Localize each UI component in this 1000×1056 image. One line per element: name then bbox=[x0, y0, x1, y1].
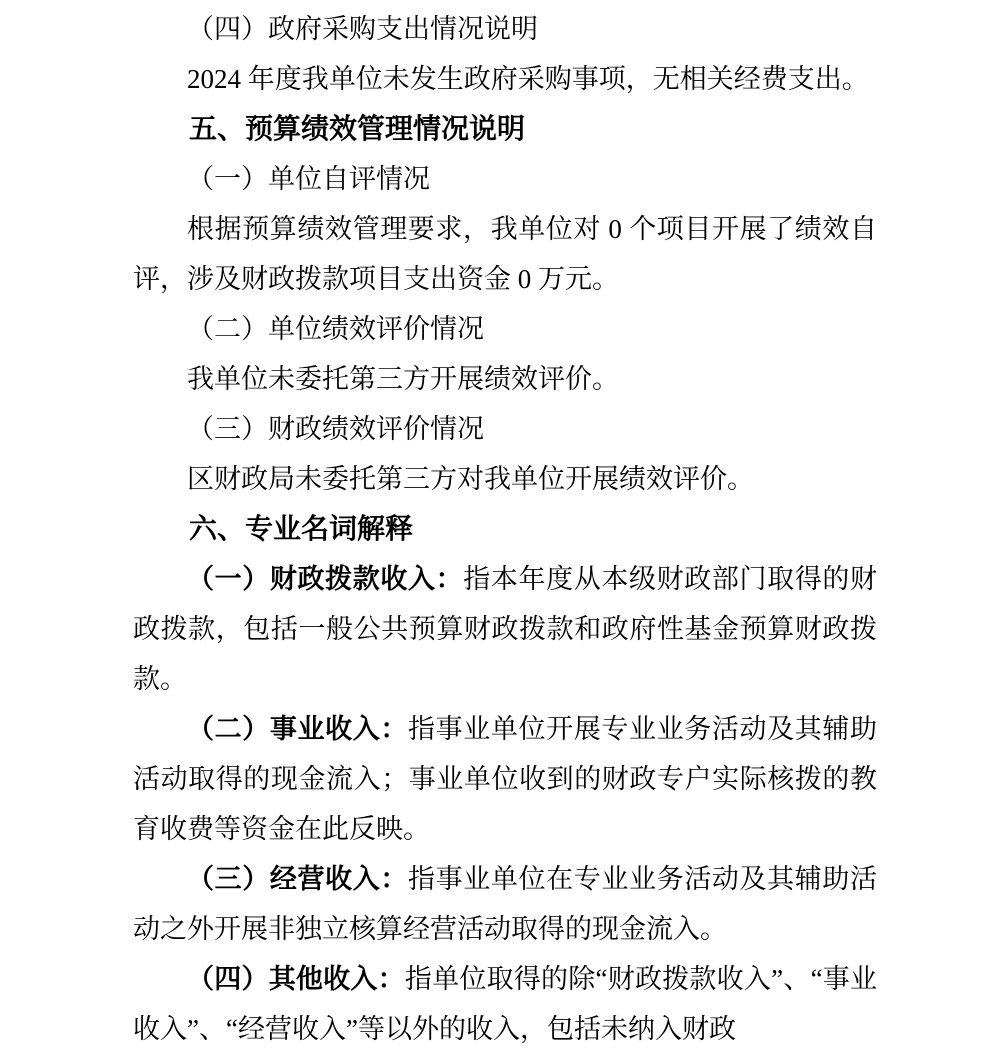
term-text-other-income: 指单位取得的除“财政拨款收入”、“事业收入”、“经营收入”等以外的收入，包括未纳入财政 bbox=[133, 964, 878, 1044]
paragraph-unit-performance-evaluation: 我单位未委托第三方开展绩效评价。 bbox=[187, 364, 619, 394]
term-text-business-income: 指事业单位在专业业务活动及其辅助活动之外开展非独立核算经营活动取得的现金流入。 bbox=[133, 864, 877, 944]
term-lead-other-income: （四）其他收入： bbox=[187, 964, 405, 994]
term-text-fiscal-appropriation-income: 指本年度从本级财政部门取得的财政拨款，包括一般公共预算财政拨款和政府性基金预算财政拨款。 bbox=[133, 564, 877, 694]
paragraph-self-evaluation: 根据预算绩效管理要求，我单位对 0 个项目开展了绩效自评，涉及财政拨款项目支出资金 0 万元。 bbox=[133, 214, 877, 294]
sub-heading-procurement-expenditure: （四）政府采购支出情况说明 bbox=[187, 14, 538, 44]
term-other-income bbox=[133, 954, 877, 1054]
sub-heading-fiscal-performance-evaluation: （三）财政绩效评价情况 bbox=[187, 414, 484, 444]
term-operational-income bbox=[133, 704, 877, 854]
term-text-operational-income: 指事业单位开展专业业务活动及其辅助活动取得的现金流入；事业单位收到的财政专户实际核拨的教育收费等资金在此反映。 bbox=[133, 714, 877, 844]
term-lead-fiscal-appropriation-income: （一）财政拨款收入： bbox=[187, 564, 464, 594]
term-business-income bbox=[133, 854, 877, 954]
term-fiscal-appropriation-income bbox=[133, 554, 877, 704]
term-lead-business-income: （三）经营收入： bbox=[187, 864, 408, 894]
paragraph-fiscal-performance-evaluation: 区财政局未委托第三方对我单位开展绩效评价。 bbox=[187, 464, 754, 494]
sub-heading-self-evaluation: （一）单位自评情况 bbox=[187, 164, 430, 194]
paragraph-procurement-statement: 2024 年度我单位未发生政府采购事项，无相关经费支出。 bbox=[187, 64, 869, 94]
sub-heading-unit-performance-evaluation: （二）单位绩效评价情况 bbox=[187, 314, 484, 344]
term-lead-operational-income: （二）事业收入： bbox=[187, 714, 408, 744]
heading-section-5-budget-performance: 五、预算绩效管理情况说明 bbox=[189, 113, 526, 144]
heading-section-6-terminology: 六、专业名词解释 bbox=[189, 513, 414, 544]
